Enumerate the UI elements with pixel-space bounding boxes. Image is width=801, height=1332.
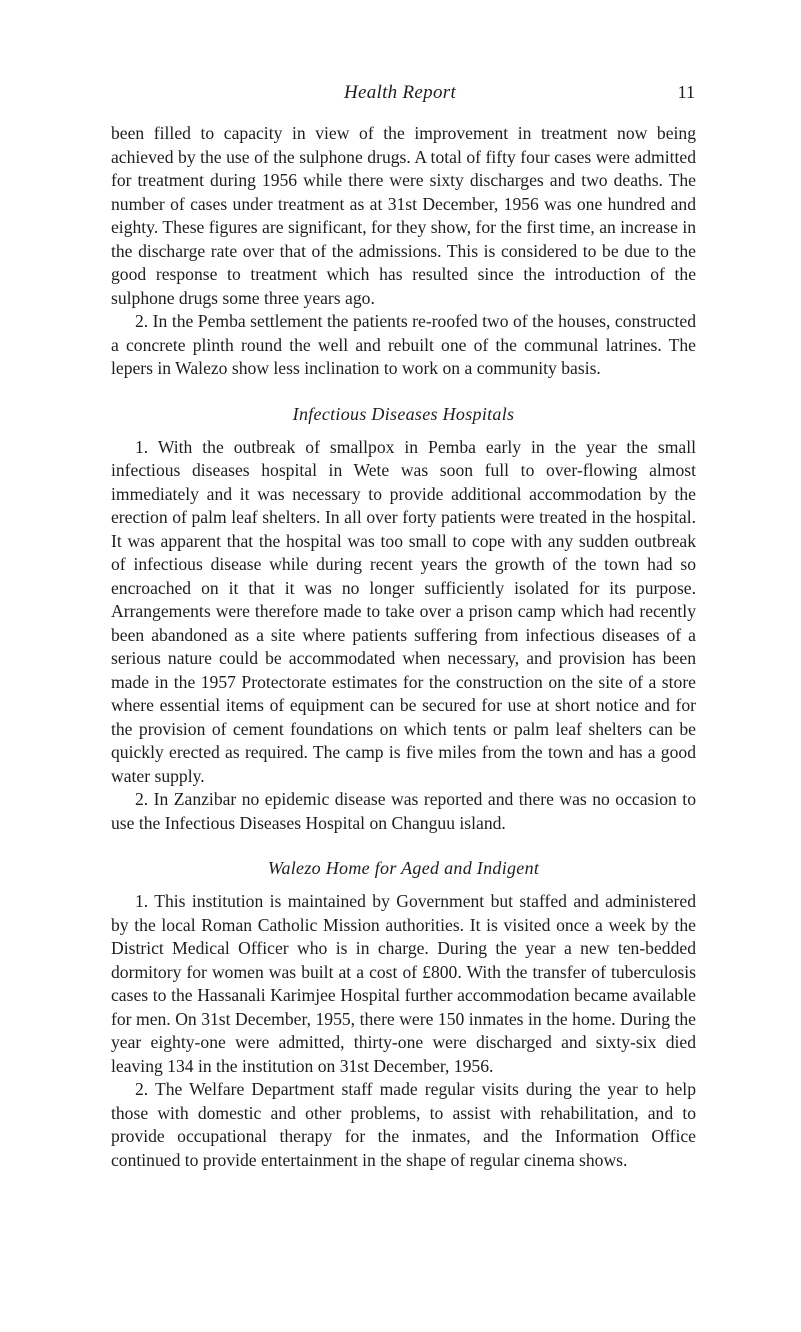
walezo-paragraph-2: 2. The Welfare Department staff made regular visits during the year to help those with domestic and other problems, to assist with rehabilitation, and to provide occupational therapy for the inmates, and the Information Office continued to provide entertainment in the shape of regular cinema shows. — [111, 1079, 696, 1170]
section-heading-infectious-diseases-hospitals: Infectious Diseases Hospitals — [292, 403, 515, 424]
page-body — [111, 122, 696, 1172]
infectious-paragraph-1: 1. With the outbreak of smallpox in Pemba early in the year the small infectious diseases hospital in Wete was soon full to over-flowing almost immediately and it was necessary to provide additional accommodation by the erection of palm leaf shelters. In all over forty patients were treated in the hospital. It was apparent that the hospital was too small to cope with any sudden outbreak of infectious disease while during recent years the growth of the town had so encroached on it that it was no longer sufficiently isolated for its purpose. Arrangements were therefore made to take over a prison camp which had recently been abandoned as a site where patients suffering from infectious diseases of a serious nature could be accommodated when necessary, and provision has been made in the 1957 Protectorate estimates for the construction on the site of a store where essential items of equipment can be secured for use at short notice and for the provision of cement foundations on which tents or palm leaf shelters can be quickly erected as required. The camp is five miles from the town and has a good water supply. — [111, 436, 696, 786]
page-number: 11 — [677, 82, 695, 102]
leprosy-paragraph-1: been filled to capacity in view of the improvement in treatment now being achieved by the use of the sulphone drugs. A total of fifty four cases were admitted for treatment during 1956 while there were sixty discharges and two deaths. The number of cases under treatment as at 31st December, 1956 was one hundred and eighty. These figures are significant, for they show, for the first time, an increase in the discharge rate over that of the admissions. This is considered to be due to the good response to treatment which has resulted since the introduction of the sulphone drugs some three years ago. — [111, 123, 696, 308]
infectious-paragraph-2: 2. In Zanzibar no epidemic disease was reported and there was no occasion to use the Infectious Diseases Hospital on Changuu island. — [111, 789, 696, 833]
running-title: Health Report — [343, 82, 457, 103]
walezo-paragraph-1: 1. This institution is maintained by Government but staffed and administered by the local Roman Catholic Mission authorities. It is visited once a week by the District Medical Officer who is in charge. During the year a new ten-bedded dormitory for women was built at a cost of £800. With the transfer of tuberculosis cases to the Hassanali Karimjee Hospital further accommodation became available for men. On 31st December, 1955, there were 150 inmates in the home. During the year eighty-one were admitted, thirty-one were discharged and sixty-six died leaving 134 in the institution on 31st December, 1956. — [111, 891, 696, 1076]
leprosy-paragraph-2: 2. In the Pemba settlement the patients re-roofed two of the houses, constructed a concrete plinth round the well and rebuilt one of the communal latrines. The lepers in Walezo show less inclination to work on a community basis. — [111, 311, 696, 378]
section-heading-walezo-home: Walezo Home for Aged and Indigent — [267, 858, 540, 878]
page-header — [0, 82, 801, 110]
